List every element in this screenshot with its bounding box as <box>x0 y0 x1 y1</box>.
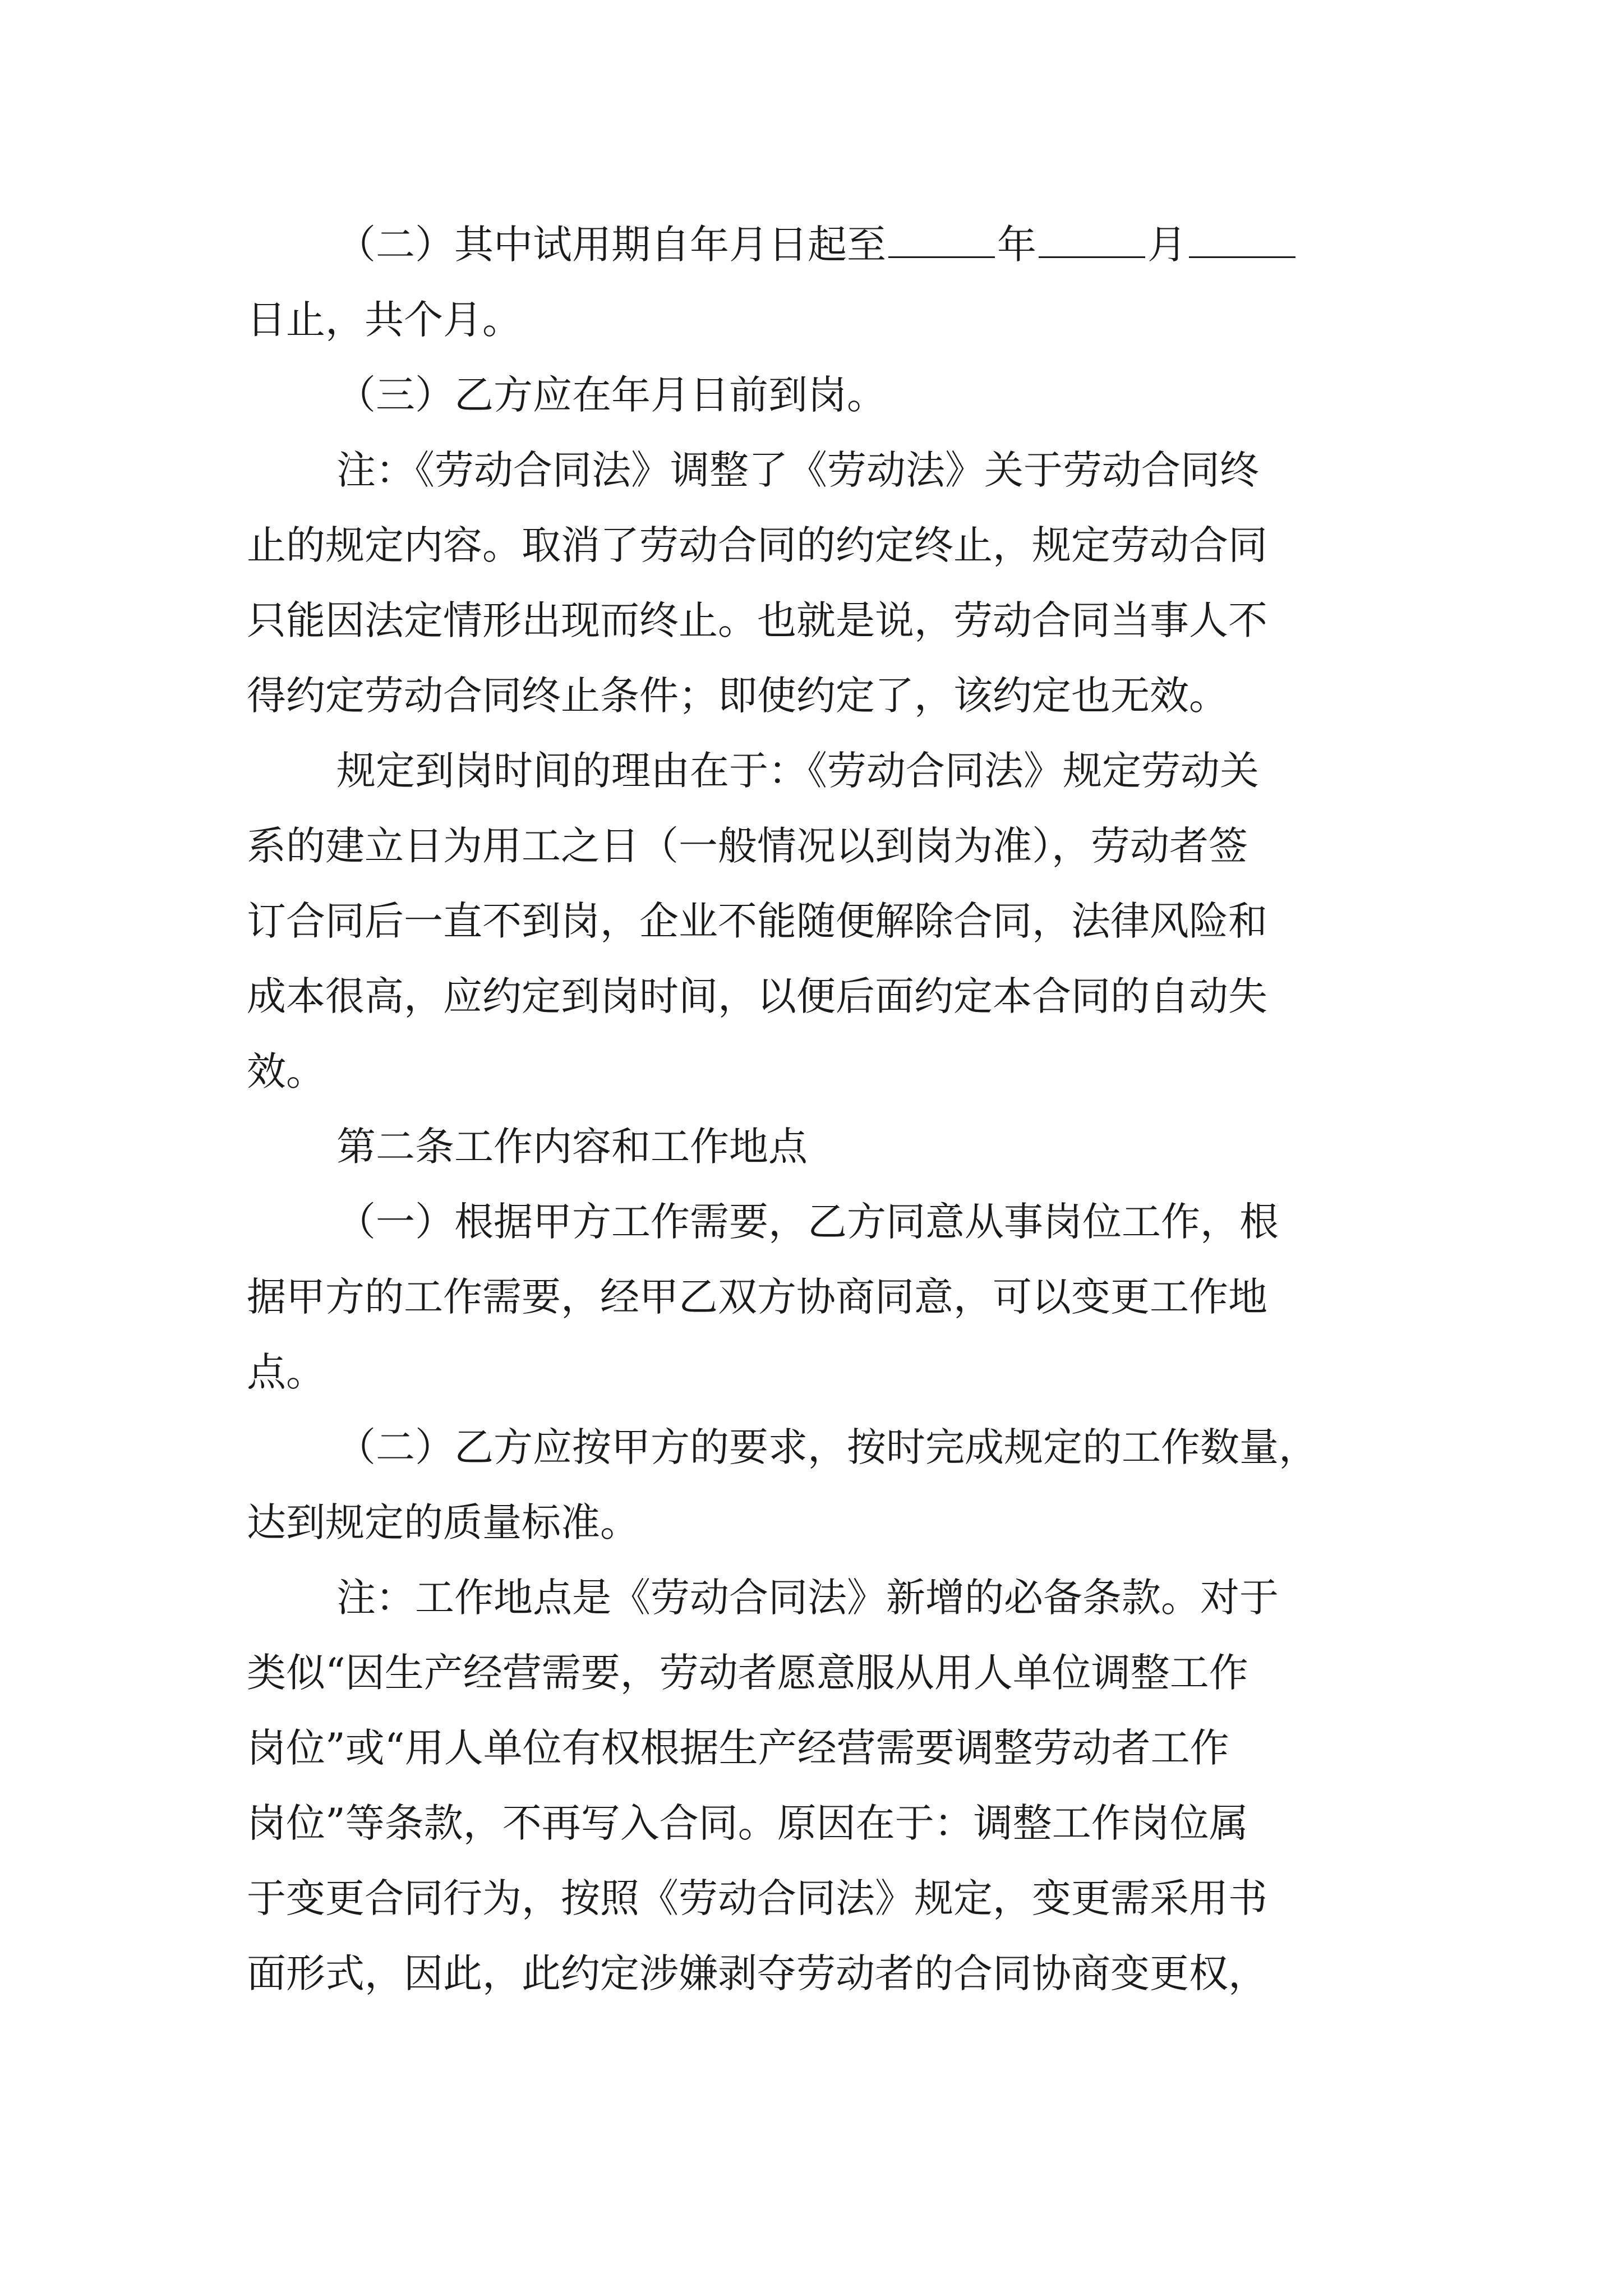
paragraph-line: 面形式，因此，此约定涉嫌剥夺劳动者的合同协商变更权， <box>247 1950 1267 1996</box>
fill-in-blank <box>888 223 995 258</box>
paragraph-line <box>336 211 1623 278</box>
paragraph-line: 得约定劳动合同终止条件；即使约定了，该约定也无效。 <box>247 673 1228 719</box>
paragraph-line: 系的建立日为用工之日（一般情况以到岗为准），劳动者签 <box>247 823 1248 869</box>
paragraph-line: 岗位”等条款，不再写入合同。原因在于：调整工作岗位属 <box>247 1800 1248 1846</box>
fill-in-blank <box>1189 223 1295 258</box>
paragraph-line: 岗位”或“用人单位有权根据生产经营需要调整劳动者工作 <box>247 1725 1229 1771</box>
paragraph-line: 日止，共个月。 <box>247 297 522 343</box>
paragraph-line: 达到规定的质量标准。 <box>247 1499 639 1545</box>
paragraph-line: 注：工作地点是《劳动合同法》新增的必备条款。对于 <box>336 1575 1279 1621</box>
paragraph-line: 注：《劳动合同法》调整了《劳动法》关于劳动合同终 <box>336 447 1259 493</box>
paragraph-line: 据甲方的工作需要，经甲乙双方协商同意，可以变更工作地 <box>247 1274 1267 1320</box>
paragraph-line: 成本很高，应约定到岗时间，以便后面约定本合同的自动失 <box>247 973 1267 1019</box>
paragraph-line: 只能因法定情形出现而终止。也就是说，劳动合同当事人不 <box>247 597 1267 643</box>
line-text: 年 <box>997 222 1036 268</box>
paragraph-line: 订合同后一直不到岗，企业不能随便解除合同，法律风险和 <box>247 898 1267 944</box>
paragraph-line: 于变更合同行为，按照《劳动合同法》规定，变更需采用书 <box>247 1875 1267 1921</box>
paragraph-line: 止的规定内容。取消了劳动合同的约定终止，规定劳动合同 <box>247 522 1267 568</box>
paragraph-line: （三）乙方应在年月日前到岗。 <box>336 372 886 418</box>
paragraph-line: 点。 <box>247 1349 325 1395</box>
section-heading: 第二条工作内容和工作地点 <box>336 1124 808 1170</box>
paragraph-line: 类似“因生产经营需要，劳动者愿意服从用人单位调整工作 <box>247 1650 1248 1696</box>
line-text: （二）其中试用期自年月日起至 <box>336 222 886 268</box>
paragraph-line: 规定到岗时间的理由在于：《劳动合同法》规定劳动关 <box>336 748 1259 794</box>
line-text: 月 <box>1147 222 1187 268</box>
paragraph-line: （一）根据甲方工作需要，乙方同意从事岗位工作，根 <box>336 1199 1279 1245</box>
paragraph-line: 效。 <box>247 1048 325 1094</box>
fill-in-blank <box>1039 223 1145 258</box>
paragraph-line: （二）乙方应按甲方的要求，按时完成规定的工作数量， <box>336 1424 1318 1470</box>
